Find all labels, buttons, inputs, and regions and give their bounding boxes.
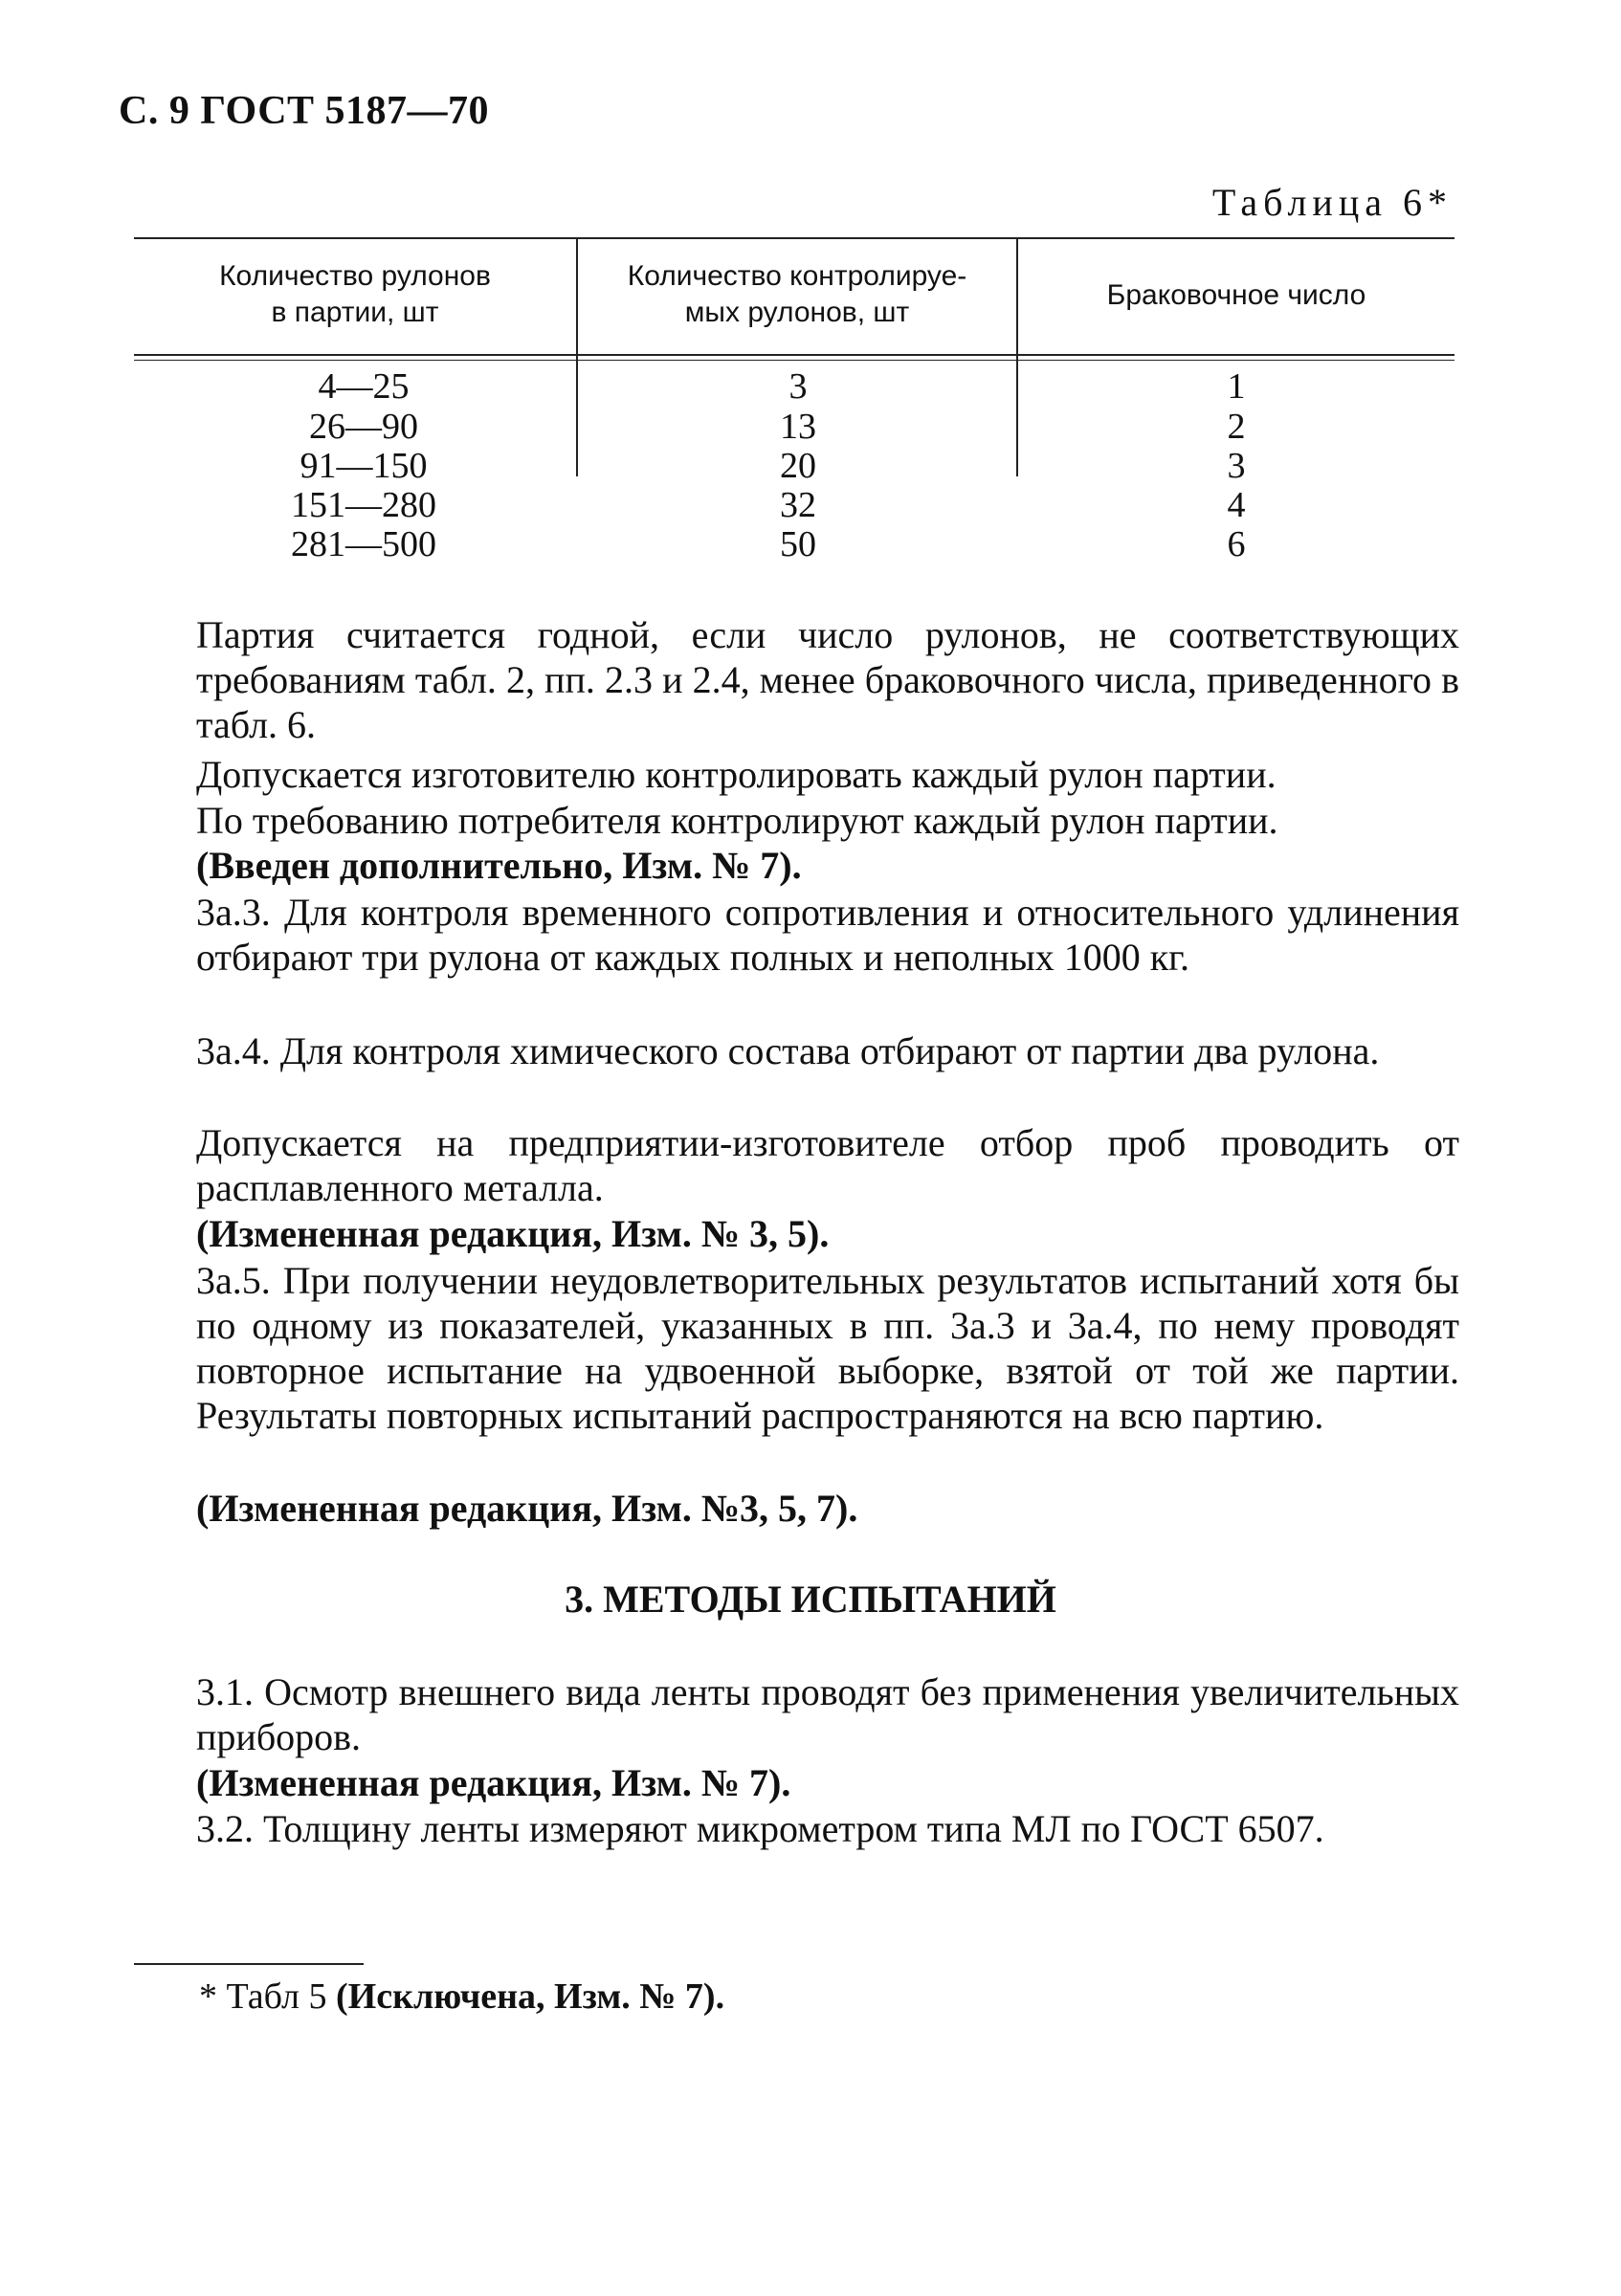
table-cell: 13 [780,407,816,447]
table-header-rule [134,354,1454,356]
paragraph: Допускается изготовителю контролировать каждый рулон партии. [196,753,1277,796]
amendment-note: (Измененная редакция, Изм. № 3, 5). [196,1212,830,1255]
table-top-rule [134,237,1454,239]
table-header-col-1: Количество рулонов в партии, шт [219,260,491,328]
footnote-rule [134,1963,364,1965]
table-cell: 20 [780,446,816,486]
table-cell: 2 [1227,407,1246,447]
table-cell: 1 [1227,366,1246,407]
table-cell: 3 [788,366,808,407]
table-cell: 151—280 [291,485,436,525]
table-cell: 281—500 [291,524,436,564]
paragraph: 3а.5. При получении неудовлетворительных результатов испытаний хотя бы по одному из показателей, указанных в пп. 3а.3 и 3а.4, по нему проводят повторное испытание на удвоенной выборке, взятой от той же партии. Результаты повторных испытаний распространяются на всю партию. [196,1259,1459,1437]
table-cell: 3 [1227,446,1246,486]
page-header: С. 9 ГОСТ 5187—70 [119,89,490,133]
table-col-divider-2 [1016,237,1018,476]
table-caption: Таблица 6* [1211,181,1453,224]
table-cell: 91—150 [300,446,428,486]
amendment-note: (Измененная редакция, Изм. № 7). [196,1761,791,1804]
table-header-rule-2 [134,360,1454,361]
table-cell: 26—90 [309,407,418,447]
paragraph: 3а.3. Для контроля временного сопротивления и относительного удлинения отбирают три рулона от каждых полных и неполных 1000 кг. [196,891,1459,979]
table-cell: 4 [1227,485,1246,525]
paragraph: 3.2. Толщину ленты измеряют микрометром типа МЛ по ГОСТ 6507. [196,1807,1324,1850]
section-title: 3. МЕТОДЫ ИСПЫТАНИЙ [565,1578,1056,1621]
paragraph: Допускается на предприятии-изготовителе отбор проб проводить от расплавленного металла. [196,1121,1459,1209]
table-cell: 4—25 [318,366,410,407]
amendment-note: (Введен дополнительно, Изм. № 7). [196,844,802,887]
paragraph: По требованию потребителя контролируют каждый рулон партии. [196,799,1278,842]
table-cell: 6 [1227,524,1246,564]
paragraph: Партия считается годной, если число рулонов, не соответствующих требованиям табл. 2, пп. 2.3 и 2.4, менее браковочного числа, приведенного в табл. 6. [196,613,1459,746]
table-header-col-3: Браковочное число [1106,279,1366,311]
table-cell: 50 [780,524,816,564]
footnote: * Табл 5 (Исключена, Изм. № 7). [199,1976,725,2017]
amendment-note: (Измененная редакция, Изм. №3, 5, 7). [196,1487,858,1530]
paragraph: 3.1. Осмотр внешнего вида ленты проводят без применения увеличительных приборов. [196,1670,1459,1758]
paragraph: 3а.4. Для контроля химического состава отбирают от партии два рулона. [196,1029,1380,1072]
table-header-col-2: Количество контролируе- мых рулонов, шт [627,260,967,328]
table-cell: 32 [780,485,816,525]
